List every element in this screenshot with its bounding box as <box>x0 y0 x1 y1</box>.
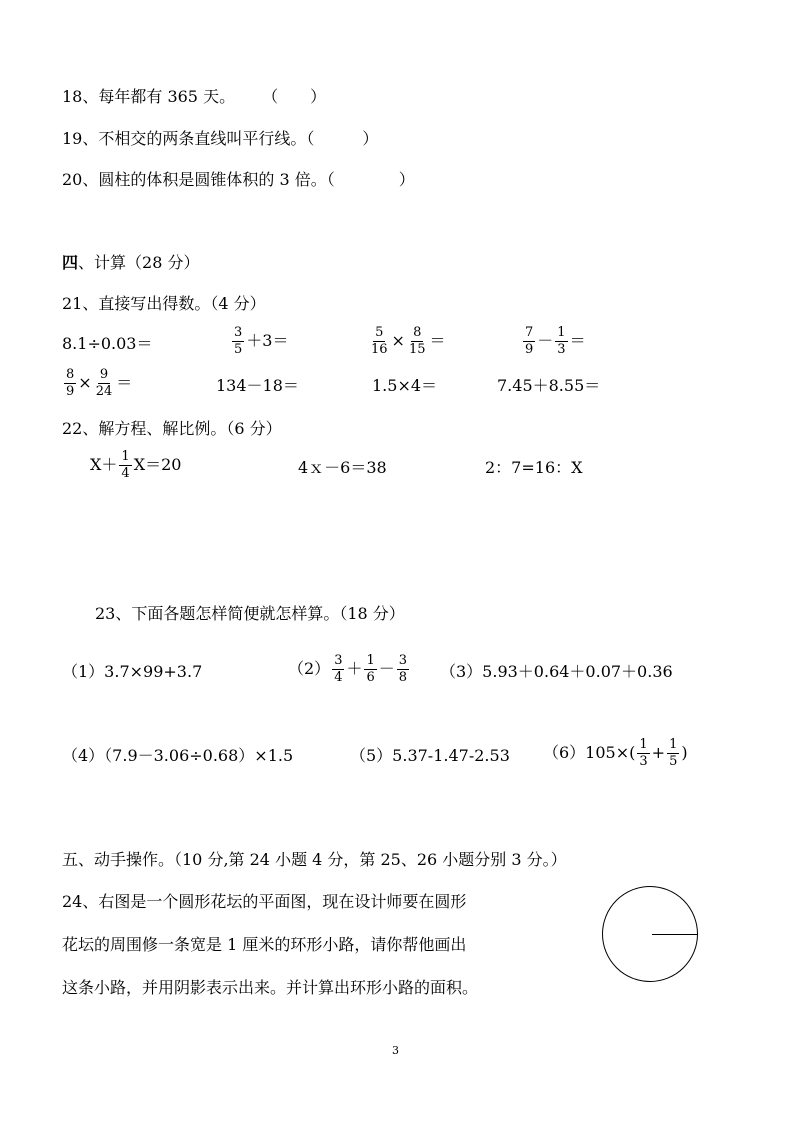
question-20 <box>62 172 415 188</box>
fraction: $\frac{3}{5}$ <box>234 325 243 357</box>
question-18-text: 18、每年都有 365 天。 <box>62 87 236 106</box>
question-18 <box>62 89 326 105</box>
expr-21-6: 134－18＝ <box>216 376 299 395</box>
circle-radius-line <box>652 934 698 935</box>
answer-parentheses: （ ） <box>306 129 379 148</box>
fraction: $\frac{8}{9}$ <box>66 367 75 399</box>
expr-21-1: 8.1÷0.03＝ <box>62 334 153 353</box>
question-23-title: 23、下面各题怎样简便就怎样算。（18 分） <box>95 604 405 623</box>
fraction: $\frac{3}{8}$ <box>398 653 408 685</box>
question-19-text: 19、不相交的两条直线叫平行线。 <box>62 129 307 148</box>
proportion-22-3: 2：7=16：X <box>485 458 583 477</box>
question-21-title: 21、直接写出得数。（4 分） <box>62 294 266 313</box>
problem-23-4: （4）（7.9－3.06÷0.68）×1.5 <box>62 746 294 765</box>
equation-22-1: X＋ $\frac{1}{4}$ X＝20 <box>90 449 182 481</box>
fraction: $\frac{1}{3}$ <box>557 325 566 357</box>
section-4-heading <box>62 255 199 271</box>
fraction: $\frac{9}{24}$ <box>95 367 113 399</box>
section-4-title: 、计算（28 分） <box>78 253 200 272</box>
expr-21-3: $\frac{5}{16}$ × $\frac{8}{15}$ ＝ <box>371 325 446 357</box>
question-24-line-2: 花坛的周围修一条宽是 1 厘米的环形小路，请你帮他画出 <box>62 935 467 954</box>
fraction: $\frac{1}{6}$ <box>366 653 375 685</box>
expr-21-4: $\frac{7}{9}$ － $\frac{1}{3}$ ＝ <box>525 325 586 357</box>
problem-23-2: （2） $\frac{3}{4}$ ＋ $\frac{1}{6}$ － $\frac{3}{8}$ <box>288 653 408 685</box>
expr-21-8: 7.45＋8.55＝ <box>497 376 601 395</box>
page-number: 3 <box>392 1044 399 1057</box>
question-20-text: 20、圆柱的体积是圆锥体积的 3 倍。 <box>62 170 327 189</box>
question-19 <box>62 131 378 147</box>
equation-22-2: 4ｘ－6＝38 <box>298 458 387 477</box>
section-5-heading: 五、动手操作。（10 分,第 24 小题 4 分，第 25、26 小题分别 3 分。） <box>62 850 567 869</box>
question-22-title: 22、解方程、解比例。（6 分） <box>62 419 282 438</box>
expr-21-2: $\frac{3}{5}$ ＋3＝ <box>234 325 289 357</box>
answer-parentheses: （ ） <box>262 87 327 106</box>
fraction: $\frac{1}{3}$ <box>639 737 648 769</box>
question-24-line-1: 24、右图是一个圆形花坛的平面图，现在设计师要在圆形 <box>62 892 467 911</box>
problem-23-3: （3）5.93＋0.64＋0.07＋0.36 <box>440 662 673 681</box>
fraction: $\frac{5}{16}$ <box>371 325 388 357</box>
problem-23-5: （5）5.37-1.47-2.53 <box>350 746 510 765</box>
section-4-number: 四 <box>62 253 79 272</box>
answer-parentheses: （ ） <box>326 170 415 189</box>
question-24-line-3: 这条小路，并用阴影表示出来。并计算出环形小路的面积。 <box>62 978 479 997</box>
problem-23-1: （1）3.7×99+3.7 <box>62 662 203 681</box>
fraction: $\frac{1}{4}$ <box>121 449 130 481</box>
expr-21-7: 1.5×4＝ <box>372 376 438 395</box>
fraction: $\frac{8}{15}$ <box>408 325 426 357</box>
fraction: $\frac{7}{9}$ <box>525 325 534 357</box>
fraction: $\frac{3}{4}$ <box>334 653 343 685</box>
problem-23-6: （6）105×( $\frac{1}{3}$ + $\frac{1}{5}$ ) <box>543 737 688 769</box>
expr-21-5: $\frac{8}{9}$ × $\frac{9}{24}$ ＝ <box>66 367 133 399</box>
fraction: $\frac{1}{5}$ <box>669 737 678 769</box>
